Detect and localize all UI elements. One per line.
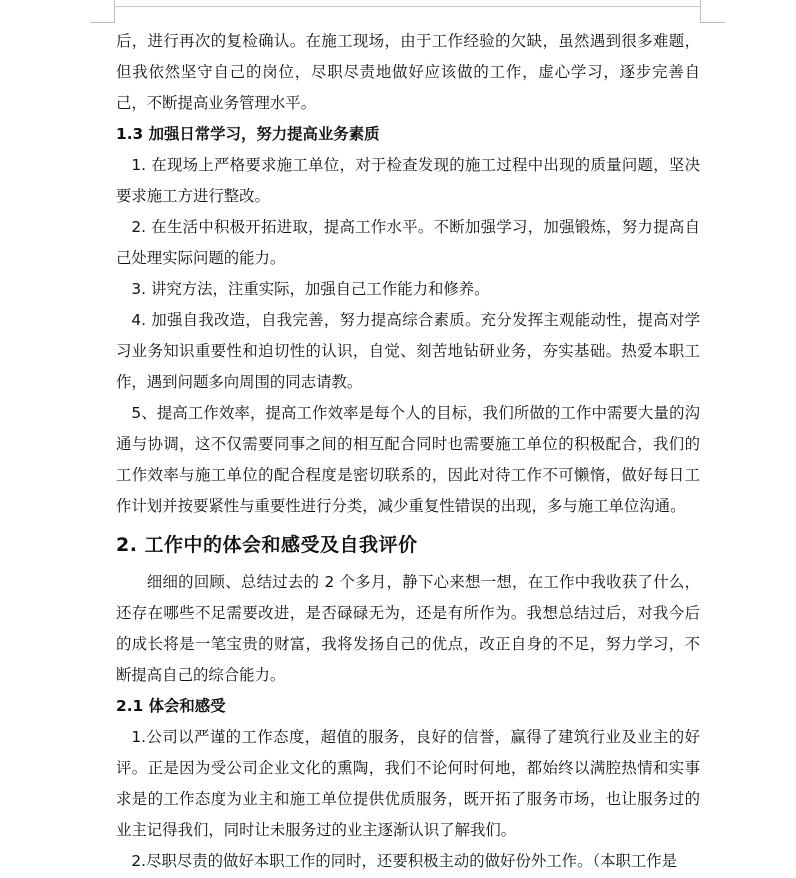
list-paragraph: 5、提高工作效率，提高工作效率是每个人的目标，我们所做的工作中需要大量的沟通与协调，这不仅需要同事之间的相互配合同时也需要施工单位的积极配合，我们的工作效率与施工单位的配合程度是密切联系的，因此对待工作不可懒惰，做好每日工作计划并按要紧性与重要性进行分类，减少重复性错误的出现，多与施工单位沟通。: [116, 404, 700, 515]
list-paragraph: 4. 加强自我改造，自我完善，努力提高综合素质。充分发挥主观能动性，提高对学习业务知识重要性和迫切性的认识，自觉、刻苦地钻研业务，夯实基础。热爱本职工作，遇到问题多向周围的同志请教。: [116, 311, 700, 391]
page-corner-mark-right: [700, 0, 725, 23]
chapter-heading: 2. 工作中的体会和感受及自我评价: [116, 534, 418, 556]
paragraph: 细细的回顾、总结过去的 2 个多月，静下心来想一想，在工作中我收获了什么，还存在哪些不足需要改进，是否碌碌无为，还是有所作为。我想总结过后，对我今后的成长将是一笔宝贵的财富，我将发扬自己的优点，改正自身的不足，努力学习，不断提高自己的综合能力。: [116, 573, 700, 684]
document-body: [116, 26, 700, 877]
list-paragraph: 2.尽职尽责的做好本职工作的同时，还要积极主动的做好份外工作。（本职工作是: [131, 852, 678, 870]
section-heading: 1.3 加强日常学习，努力提高业务素质: [116, 125, 380, 143]
page-corner-mark-left: [90, 0, 115, 23]
paragraph: 后，进行再次的复检确认。在施工现场，由于工作经验的欠缺，虽然遇到很多难题，但我依然坚守自己的岗位，尽职尽责地做好应该做的工作，虚心学习，逐步完善自己，不断提高业务管理水平。: [116, 32, 700, 112]
section-heading: 2.1 体会和感受: [116, 697, 226, 715]
list-paragraph: 1. 在现场上严格要求施工单位，对于检查发现的施工过程中出现的质量问题，坚决要求施工方进行整改。: [116, 156, 700, 205]
list-paragraph: 2. 在生活中积极开拓进取，提高工作水平。不断加强学习，加强锻炼，努力提高自己处理实际问题的能力。: [116, 218, 700, 267]
list-paragraph: 1.公司以严谨的工作态度，超值的服务，良好的信誉，赢得了建筑行业及业主的好评。正是因为受公司企业文化的熏陶，我们不论何时何地，都始终以满腔热情和实事求是的工作态度为业主和施工单位提供优质服务，既开拓了服务市场，也让服务过的业主记得我们，同时让未服务过的业主逐渐认识了解我们。: [116, 728, 700, 839]
list-paragraph: 3. 讲究方法，注重实际，加强自己工作能力和修养。: [131, 280, 490, 298]
page-top-rule: [114, 6, 700, 7]
